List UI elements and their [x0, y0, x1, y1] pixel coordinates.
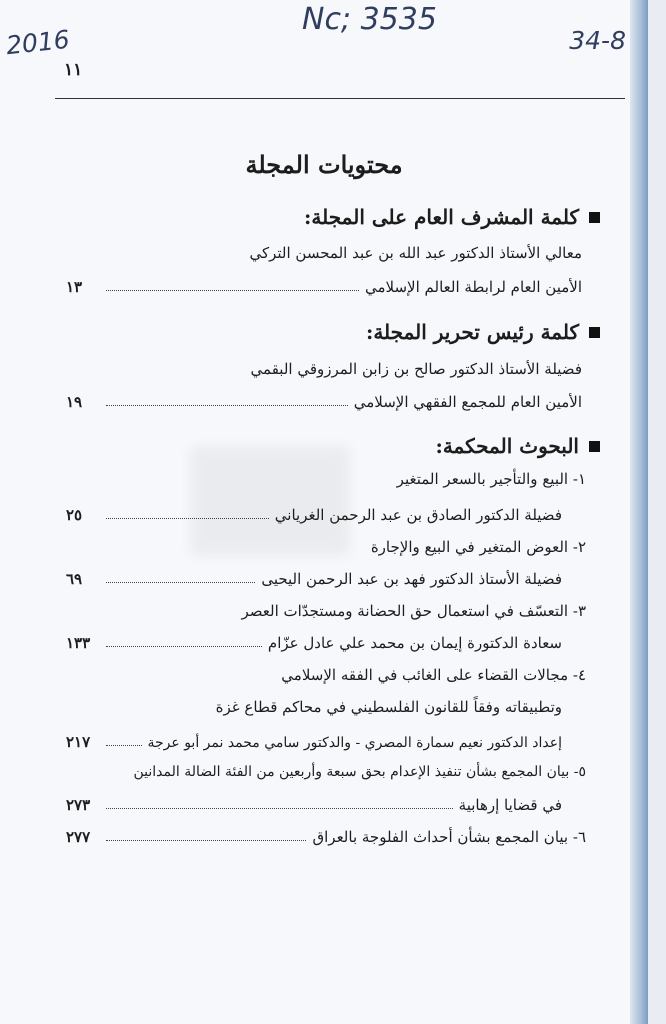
- leader-dots: [106, 405, 348, 406]
- toc-line-text: فضيلة الأستاذ الدكتور فهد بن عبد الرحمن اليحيى: [261, 570, 562, 588]
- section-heading-text: كلمة المشرف العام على المجلة:: [304, 205, 579, 229]
- toc-line-text: معالي الأستاذ الدكتور عبد الله بن عبد المحسن التركي: [249, 244, 582, 262]
- leader-dots: [106, 290, 359, 291]
- toc-page-number: ٢٥: [66, 506, 83, 524]
- leader-dots: [106, 646, 262, 647]
- toc-line-text: الأمين العام للمجمع الفقهي الإسلامي: [353, 393, 582, 411]
- toc-line: [66, 666, 586, 684]
- toc-line: [66, 470, 586, 488]
- toc-line-text: ١- البيع والتأجير بالسعر المتغير: [396, 470, 586, 488]
- header-rule: [55, 98, 625, 99]
- section-heading-research: [435, 434, 600, 458]
- toc-page-number: ٢٧٣: [66, 796, 91, 814]
- toc-line-text: ٤- مجالات القضاء على الغائب في الفقه الإسلامي: [281, 666, 586, 684]
- toc-line-text: ٥- بيان المجمع بشأن تنفيذ الإعدام بحق سبعة وأربعين من الفئة الضالة المدانين: [133, 764, 586, 780]
- bullet-square-icon: [589, 212, 600, 223]
- leader-dots: [106, 518, 269, 519]
- toc-page-number: ٢١٧: [66, 733, 91, 751]
- toc-page-number: ١٩: [66, 393, 83, 411]
- toc-line: [66, 393, 582, 411]
- toc-line: [66, 698, 562, 716]
- toc-line-text: الأمين العام لرابطة العالم الإسلامي: [364, 278, 582, 296]
- section-heading-text: كلمة رئيس تحرير المجلة:: [365, 320, 579, 344]
- toc-title: محتويات المجلة: [245, 150, 403, 179]
- page-number: ١١: [64, 60, 83, 80]
- toc-line: [66, 764, 586, 780]
- leader-dots: [106, 808, 453, 809]
- toc-page-number: ١٣: [66, 278, 83, 296]
- toc-page-number: ١٣٣: [66, 634, 91, 652]
- section-heading-text: البحوث المحكمة:: [435, 434, 579, 458]
- handwritten-catalog-number: Nc; 3535: [302, 2, 437, 37]
- toc-line-text: فضيلة الدكتور الصادق بن عبد الرحمن الغرياني: [274, 506, 562, 524]
- handwritten-code: 34-8: [569, 26, 626, 55]
- toc-line-text: ٣- التعسّف في استعمال حق الحضانة ومستجدّات العصر: [241, 602, 586, 620]
- leader-dots: [106, 840, 306, 841]
- toc-line: [66, 538, 586, 556]
- toc-line-text: ٦- بيان المجمع بشأن أحداث الفلوجة بالعراق: [312, 828, 586, 846]
- toc-line: [66, 360, 582, 378]
- toc-line: [66, 278, 582, 296]
- toc-line-text: فضيلة الأستاذ الدكتور صالح بن زابن المرزوقي البقمي: [250, 360, 582, 378]
- bullet-square-icon: [589, 441, 600, 452]
- leader-dots: [106, 582, 255, 583]
- section-heading-editor: [366, 320, 600, 344]
- toc-line: [66, 506, 562, 524]
- toc-page-number: ٦٩: [66, 570, 83, 588]
- toc-line-text: إعداد الدكتور نعيم سمارة المصري - والدكتور سامي محمد نمر أبو عرجة: [147, 735, 562, 751]
- leader-dots: [106, 745, 142, 746]
- toc-line: [66, 796, 562, 814]
- toc-line-text: وتطبيقاته وفقاً للقانون الفلسطيني في محاكم قطاع غزة: [215, 698, 562, 716]
- section-heading-supervisor: [304, 205, 600, 229]
- toc-line: [66, 570, 562, 588]
- toc-page-number: ٢٧٧: [66, 828, 91, 846]
- bullet-square-icon: [589, 327, 600, 338]
- toc-line: [66, 602, 586, 620]
- toc-line: [66, 828, 586, 846]
- handwritten-year: 2016: [4, 24, 71, 61]
- toc-line: [66, 634, 562, 652]
- toc-line-text: في قضايا إرهابية: [458, 796, 562, 814]
- toc-line: [66, 244, 582, 262]
- toc-line-text: ٢- العوض المتغير في البيع والإجارة: [370, 538, 586, 556]
- toc-line-text: سعادة الدكتورة إيمان بن محمد علي عادل عزّام: [267, 634, 562, 652]
- toc-line: [66, 733, 562, 751]
